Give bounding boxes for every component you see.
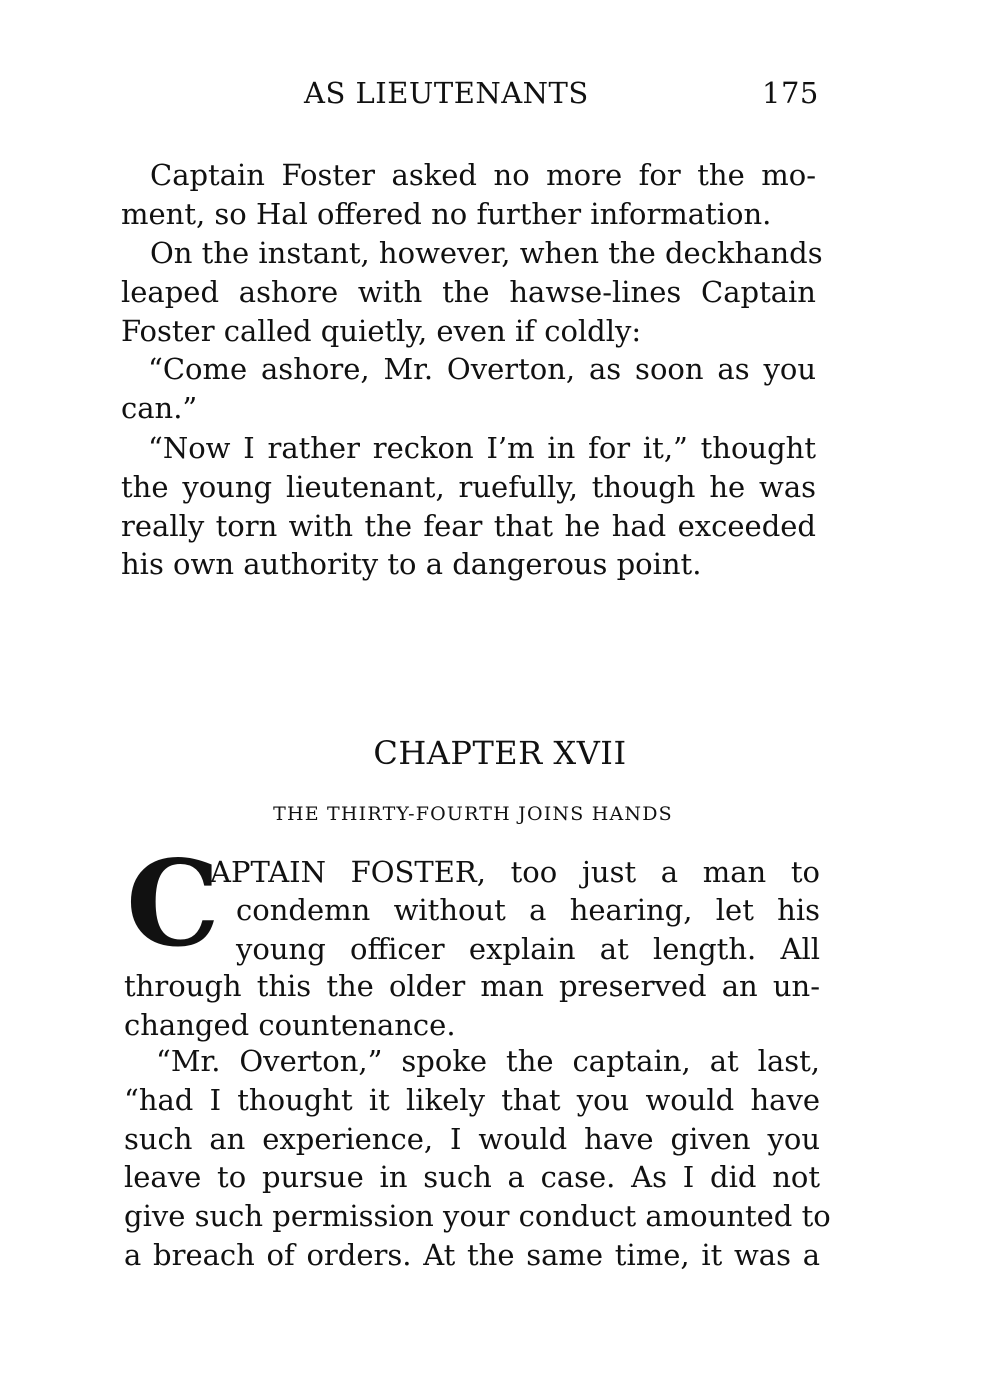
text-line: the young lieutenant, ruefully, though he was	[121, 469, 816, 504]
paragraph	[124, 967, 820, 1045]
text-line: Foster called quietly, even if coldly:	[121, 313, 642, 348]
paragraph	[236, 891, 820, 969]
paragraph	[124, 1042, 831, 1275]
text-line: leave to pursue in such a case. As I did not	[124, 1160, 820, 1195]
text-line: his own authority to a dangerous point.	[121, 547, 702, 582]
text-line: APTAIN FOSTER, too just a man to	[210, 855, 820, 889]
text-line: can.”	[121, 390, 198, 425]
text-line: such an experience, I would have given you	[124, 1121, 820, 1156]
running-header	[0, 76, 1000, 120]
text-line: young officer explain at length. All	[236, 931, 820, 966]
text-line: “Mr. Overton,” spoke the captain, at last,	[156, 1044, 820, 1078]
text-line: changed countenance.	[124, 1007, 456, 1042]
text-line: condemn without a hearing, let his	[236, 893, 820, 927]
paragraph	[121, 156, 816, 234]
text-line: a breach of orders. At the same time, it was a	[124, 1237, 820, 1272]
chapter-subtitle: THE THIRTY-FOURTH JOINS HANDS	[273, 803, 673, 825]
text-line: “Come ashore, Mr. Overton, as soon as you	[148, 352, 816, 386]
paragraph	[121, 429, 816, 584]
text-line: “had I thought it likely that you would have	[124, 1082, 820, 1117]
paragraph	[121, 350, 816, 428]
running-title: AS LIEUTENANTS	[304, 76, 589, 110]
text-line: Captain Foster asked no more for the mo-	[150, 158, 816, 192]
text-line: give such permission your conduct amounted to	[124, 1199, 831, 1234]
text-line: through this the older man preserved an un-	[124, 969, 820, 1003]
paragraph	[210, 853, 820, 892]
drop-cap: C	[126, 834, 220, 973]
text-line: ment, so Hal offered no further information.	[121, 196, 772, 231]
chapter-heading: CHAPTER XVII	[373, 734, 627, 772]
text-line: really torn with the fear that he had exceeded	[121, 508, 816, 543]
page-number: 175	[762, 76, 819, 110]
paragraph	[121, 234, 823, 350]
text-line: leaped ashore with the hawse-lines Captain	[121, 274, 816, 309]
text-line: “Now I rather reckon I’m in for it,” thought	[148, 431, 816, 465]
text-line: On the instant, however, when the deckhands	[150, 236, 823, 270]
